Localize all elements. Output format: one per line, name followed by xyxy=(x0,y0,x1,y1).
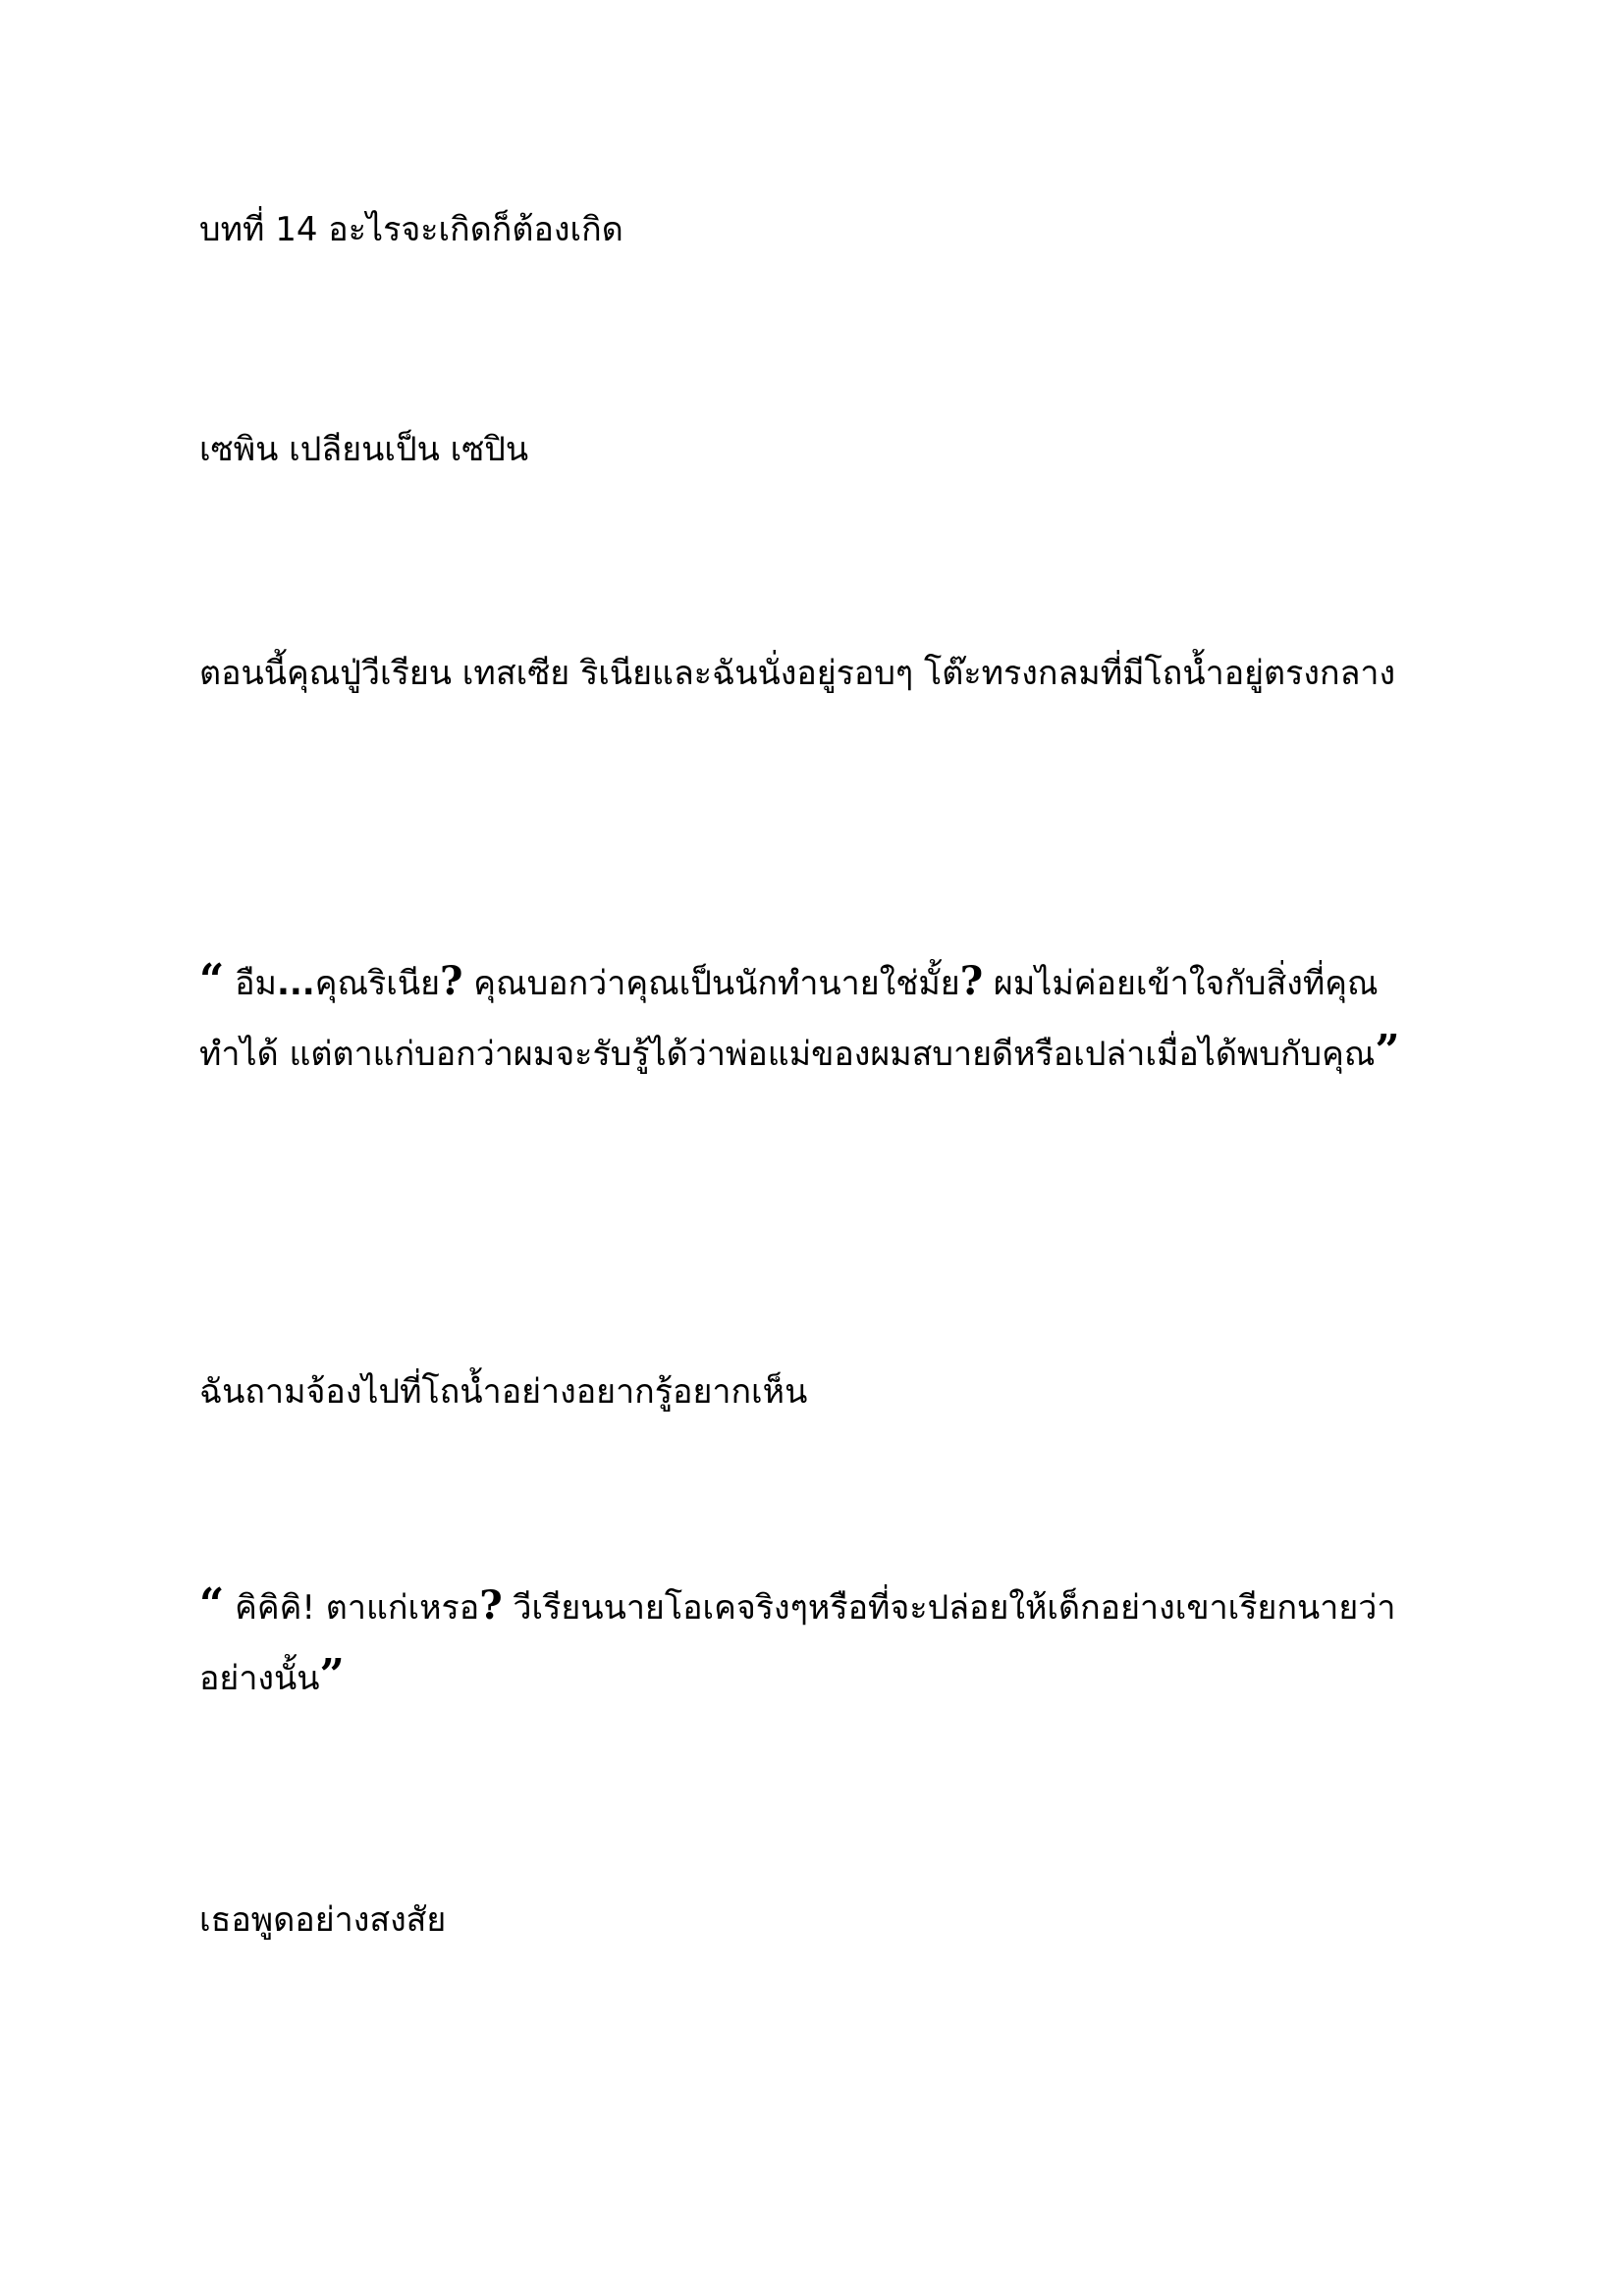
editor-note xyxy=(199,414,1436,485)
dialogue-1-part-3: คุณบอกว่าคุณเป็นนักทำนายใช่มั้ย xyxy=(462,964,960,1003)
dialogue-1-part-1: อืม xyxy=(224,964,277,1003)
paragraph-3-text: เธอพูดอย่างสงสัย xyxy=(199,1900,447,1940)
open-quote: “ xyxy=(199,955,225,1005)
dialogue-1-part-2: คุณริเนีย xyxy=(314,964,441,1003)
editor-note-text: เซพิน เปลียนเป็น เซปิน xyxy=(199,430,529,469)
close-quote: ” xyxy=(319,1650,345,1700)
chapter-heading-text: บทที่ 14 อะไรจะเกิดก็ต้องเกิด xyxy=(199,210,623,249)
paragraph-3 xyxy=(199,1885,1436,1955)
dialogue-1 xyxy=(199,946,1436,1090)
dialogue-2-part-1: คิคิคิ! ตาแก่เหรอ xyxy=(224,1588,480,1628)
ellipsis: ... xyxy=(276,964,315,1003)
dialogue-2 xyxy=(199,1571,1436,1714)
paragraph-1-text: ตอนนี้คุณปู่วีเรียน เทสเซีย ริเนียและฉันนั่งอยู่รอบๆ โต๊ะทรงกลมที่มีโถน้ำอยู่ตรงกลาง xyxy=(199,654,1396,693)
paragraph-2 xyxy=(199,1357,1436,1427)
paragraph-1 xyxy=(199,638,1436,709)
dialogue-1-part-4: ผมไม่ค่อยเข้าใจกับสิ่งที่คุณทำได้ แต่ตาแก่บอกว่าผมจะรับรู้ได้ว่าพ่อแม่ของผมสบายดีหรือเปล่าเมื่อได้พบกับคุณ xyxy=(199,964,1379,1074)
paragraph-2-text: ฉันถามจ้องไปที่โถน้ำอย่างอยากรู้อยากเห็น xyxy=(199,1372,808,1412)
question-mark: ? xyxy=(479,1582,503,1629)
question-mark: ? xyxy=(440,958,463,1004)
dialogue-2-part-2: วีเรียนนายโอเคจริงๆหรือที่จะปล่อยให้เด็กอย่างเขาเรียกนายว่าอย่างนั้น xyxy=(199,1588,1396,1698)
chapter-heading xyxy=(199,194,1436,265)
open-quote: “ xyxy=(199,1579,225,1629)
close-quote: ” xyxy=(1375,1026,1400,1076)
question-mark: ? xyxy=(959,958,984,1004)
